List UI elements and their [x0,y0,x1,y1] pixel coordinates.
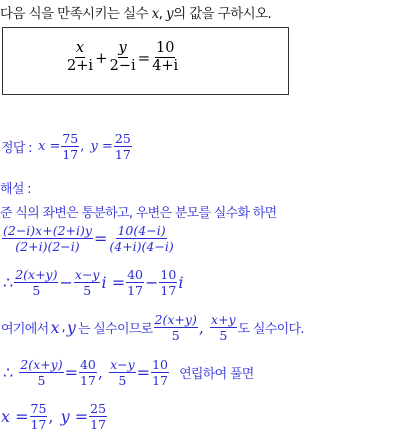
problem-comma: , [158,6,167,22]
line2-rhs-denominator: (4+i)(4−i) [109,239,174,255]
line6-y-fraction [89,402,107,431]
line4-b-numerator: x+y [211,312,236,327]
line2-rhs-numerator: 10(4−i) [117,223,166,238]
answer-y-numerator: 25 [114,131,131,146]
line5-c-numerator: x−y [110,357,135,372]
line6-y-lhs: y = [60,407,89,427]
line3-a-numerator: 2(x+y) [15,267,58,282]
answer-line [0,132,132,161]
line5-b-denominator: 17 [79,373,96,389]
line3-d-numerator: 10 [160,267,177,282]
line4-y: y [66,318,76,338]
line5-a-fraction [19,358,63,387]
problem-equation [66,41,179,74]
line3-b-fraction [74,268,101,297]
problem-var-x: x [151,6,159,22]
eq-term1-fraction [66,41,94,74]
line5-d-fraction [151,358,169,387]
answer-y-fraction [114,132,132,161]
answer-x-fraction [61,132,79,161]
answer-y-denominator: 17 [114,147,131,163]
line5-d-denominator: 17 [152,373,168,389]
answer-x-numerator: 75 [62,131,79,146]
line5-b-numerator: 40 [79,357,96,372]
eq-rhs-numerator: 10 [155,41,175,58]
line2-equals: = [93,229,108,249]
problem-statement [0,2,271,22]
eq-term1-denominator: 2+i [67,58,94,75]
answer-y-lhs: y = [90,139,113,155]
explanation-line2 [2,224,175,253]
explanation-line4 [0,313,305,342]
line4-sep: , [198,318,204,338]
eq-equals: = [137,48,151,67]
eq-term2-numerator: y [118,41,128,58]
problem-var-y: y [166,6,174,22]
line4-text3: 도 실수이다. [237,322,304,338]
line4-text2: 는 실수이므로 [77,322,153,338]
line3-d-fraction [159,268,177,297]
line3-b-denominator: 5 [83,283,92,299]
line4-b-fraction [210,313,237,342]
explanation-line1: 준 식의 좌변은 통분하고, 우변은 분모를 실수화 하면 [0,206,277,221]
explanation-label: 해설 : [0,182,31,197]
line4-a-denominator: 5 [171,328,180,344]
line3-a-denominator: 5 [32,283,41,299]
eq-plus: + [95,48,108,67]
line3-i: i [178,273,184,293]
line3-i-equals: i = [101,273,126,293]
problem-text-after: 의 값을 구하시오. [173,6,272,22]
line5-c-fraction [109,358,136,387]
line5-eq2: = [136,363,151,383]
explanation-line3 [2,268,184,297]
line2-lhs-denominator: (2+i)(2−i) [15,239,80,255]
problem-text-before: 다음 식을 만족시키는 실수 [0,6,152,22]
line6-sep: , [48,407,54,427]
line5-a-denominator: 5 [37,373,46,389]
line6-y-denominator: 17 [90,417,107,433]
line3-c-numerator: 40 [127,267,143,282]
eq-rhs-denominator: 4+i [152,58,179,75]
answer-sep: , [80,139,85,155]
line5-a-numerator: 2(x+y) [20,357,63,372]
eq-rhs-fraction [151,41,179,74]
explanation-line6 [0,402,107,431]
eq-term2-fraction [109,41,137,74]
eq-term1-numerator: x [75,41,85,58]
line4-b-denominator: 5 [219,328,228,344]
line4-comma: , [61,320,65,336]
line5-eq1: = [64,363,78,383]
line5-text: 연립하여 풀면 [179,367,254,383]
answer-label: 정답 : [1,141,32,157]
line3-therefore: ∴ [3,273,14,293]
line4-text1: 여기에서 [1,322,49,338]
line5-sep: , [97,363,103,383]
explanation-line5 [2,358,255,387]
line6-x-numerator: 75 [30,401,47,416]
line4-a-fraction [154,313,198,342]
line6-x-fraction [30,402,48,431]
line3-c-fraction [126,268,144,297]
line6-y-numerator: 25 [90,401,107,416]
answer-x-denominator: 17 [62,147,79,163]
line4-x: x [50,318,60,338]
line5-b-fraction [79,358,97,387]
line3-c-denominator: 17 [127,283,143,299]
line2-rhs-fraction [108,224,174,253]
line2-lhs-fraction [2,224,93,253]
line3-b-numerator: x−y [74,267,100,282]
line3-d-denominator: 17 [160,283,177,299]
line3-a-fraction [14,268,58,297]
line5-therefore: ∴ [3,363,14,383]
line4-a-numerator: 2(x+y) [154,312,197,327]
line2-lhs-numerator: (2−i)x+(2+i)y [3,223,92,238]
line3-minus: − [59,273,73,293]
line6-x-denominator: 17 [30,417,47,433]
line5-d-numerator: 10 [152,357,168,372]
line6-x-lhs: x = [1,407,29,427]
line3-minus2: − [145,273,159,293]
line5-c-denominator: 5 [118,373,127,389]
answer-x-lhs: x = [37,139,61,155]
eq-term2-denominator: 2−i [109,58,136,75]
